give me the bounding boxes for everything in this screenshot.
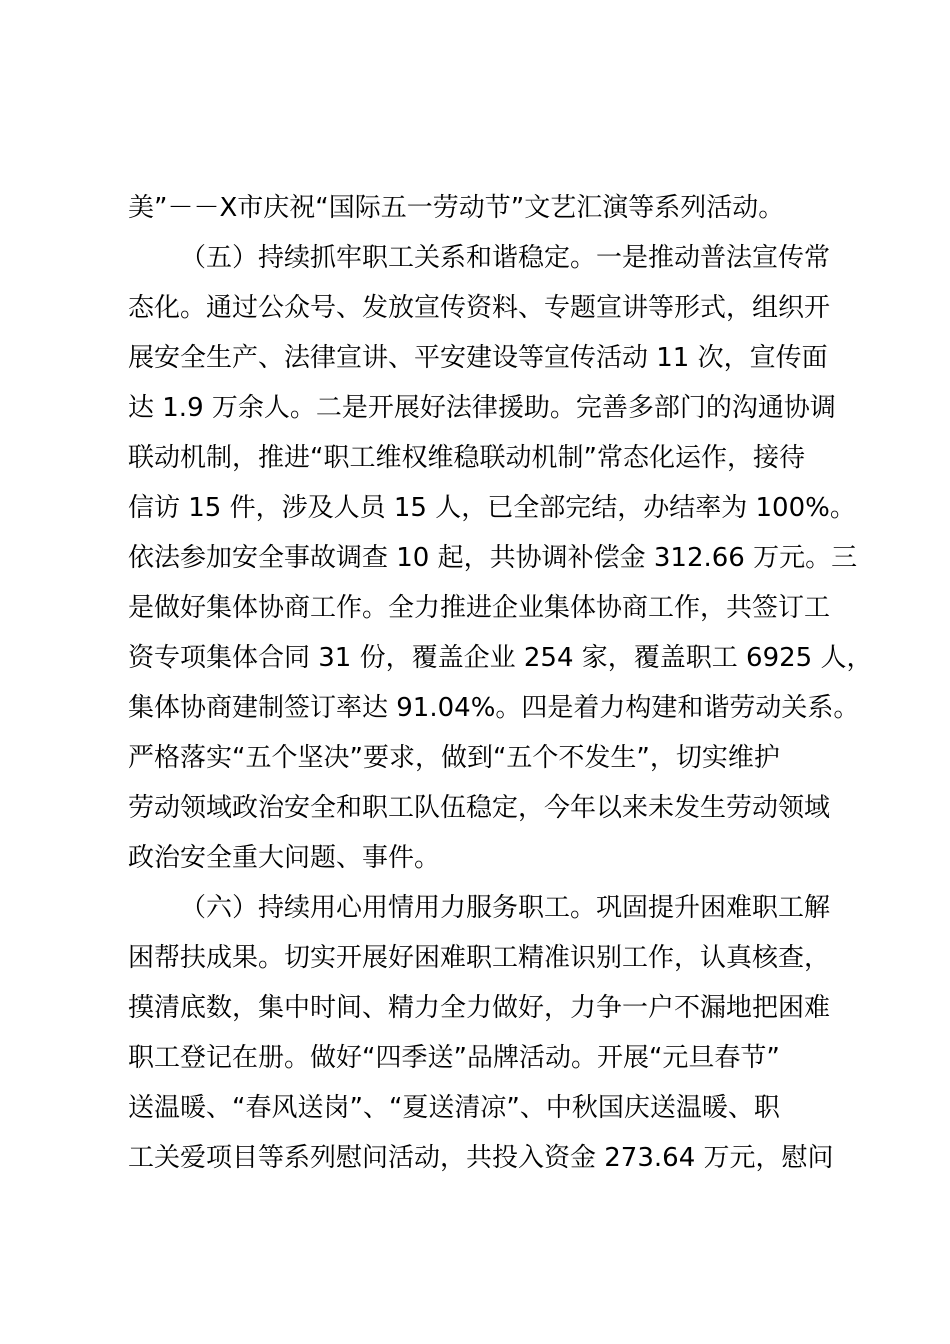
text-line: 资专项集体合同 31 份，覆盖企业 254 家，覆盖职工 6925 人， [128,643,873,673]
text-line: 信访 15 件，涉及人员 15 人，已全部完结，办结率为 100%。 [128,493,856,523]
text-line: 劳动领域政治安全和职工队伍稳定，今年以来未发生劳动领域 [128,793,831,823]
text-line: 送温暖、“春风送岗”、“夏送清凉”、中秋国庆送温暖、职 [128,1093,780,1123]
text-line: 依法参加安全事故调查 10 起，共协调补偿金 312.66 万元。三 [128,543,858,573]
text-line: 达 1.9 万余人。二是开展好法律援助。完善多部门的沟通协调 [128,393,836,423]
section-heading-line: （六）持续用心用情用力服务职工。巩固提升困难职工解 [180,893,831,923]
text-line: 摸清底数，集中时间、精力全力做好，力争一户不漏地把困难 [128,993,831,1023]
text-line: 职工登记在册。做好“四季送”品牌活动。开展“元旦春节” [128,1043,780,1073]
text-line: 工关爱项目等系列慰问活动，共投入资金 273.64 万元，慰问 [128,1143,834,1173]
text-line: 美”－－X市庆祝“国际五一劳动节”文艺汇演等系列活动。 [128,193,785,223]
text-line: 集体协商建制签订率达 91.04%。四是着力构建和谐劳动关系。 [128,693,860,723]
text-line: 政治安全重大问题、事件。 [128,843,441,873]
text-line: 严格落实“五个坚决”要求，做到“五个不发生”，切实维护 [128,743,780,773]
text-line: 联动机制，推进“职工维权维稳联动机制”常态化运作，接待 [128,443,805,473]
text-line: 困帮扶成果。切实开展好困难职工精准识别工作，认真核查， [128,943,831,973]
text-line: 展安全生产、法律宣讲、平安建设等宣传活动 11 次，宣传面 [128,343,828,373]
body-text [128,183,873,1183]
section-heading-line: （五）持续抓牢职工关系和谐稳定。一是推动普法宣传常 [180,243,831,273]
text-line: 态化。通过公众号、发放宣传资料、专题宣讲等形式，组织开 [128,293,831,323]
text-line: 是做好集体协商工作。全力推进企业集体协商工作，共签订工 [128,593,831,623]
